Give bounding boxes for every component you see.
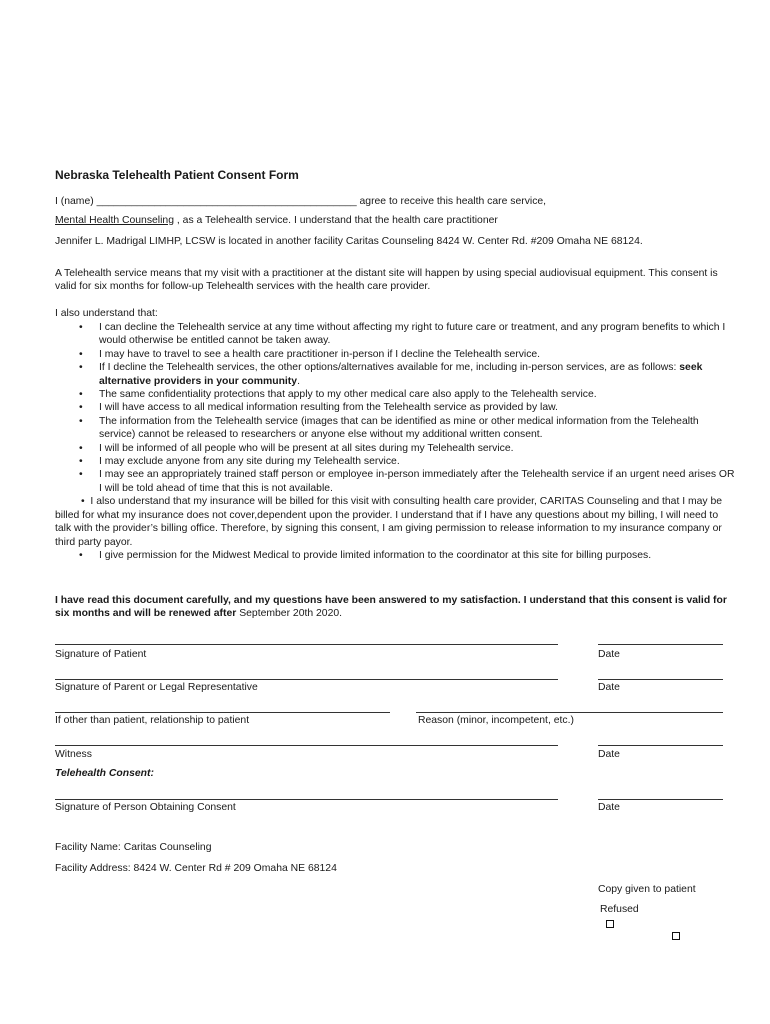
witness-line[interactable] <box>55 745 558 746</box>
date-label: Date <box>598 749 620 760</box>
reason-label: Reason (minor, incompetent, etc.) <box>418 715 574 726</box>
list-item <box>55 321 735 348</box>
list-item-text: I give permission for the Midwest Medical to provide limited information to the coordinator at this site for billing purposes. <box>99 549 652 561</box>
bullet-dot: • <box>81 496 85 508</box>
agree-text: agree to receive this health care service, <box>359 196 547 207</box>
alternatives-text: seek alternative providers in your community <box>99 362 703 387</box>
parent-date-line[interactable] <box>598 679 723 680</box>
list-item-text: The same confidentiality protections that apply to my other medical care also apply to the Telehealth service. <box>99 389 597 401</box>
patient-signature-label: Signature of Patient <box>55 649 147 660</box>
bullet-dot: • <box>79 549 83 561</box>
list-item-text: I also understand that my insurance will be billed for this visit with consulting health care provider, CARITAS Counseling and that I may be billed for what my insurance does not cover,dependent upon the provider. I understand that if I have any questions about my billing, I will need to talk with the provider’s billing office. Therefore, by signing this consent, I am giving permission to release information to my insurance company or third party payor. <box>55 496 723 548</box>
practitioner-line: Jennifer L. Madrigal LIMHP, LCSW is located in another facility Caritas Counseling 8424 W. Center Rd. #209 Omaha NE 68124. <box>55 236 643 247</box>
list-item <box>55 442 735 455</box>
facility-name: Facility Name: Caritas Counseling <box>55 842 212 853</box>
date-label: Date <box>598 802 620 813</box>
parent-signature-line[interactable] <box>55 679 558 680</box>
list-item <box>55 495 735 549</box>
bullet-dot: • <box>79 456 83 468</box>
list-item-text: I may see an appropriately trained staff person or employee in-person immediately after the Telehealth service if an urgent need arises OR I will be told ahead of time that this is not available. <box>99 469 735 494</box>
bullet-dot: • <box>79 469 83 481</box>
list-item <box>55 348 735 361</box>
patient-signature-line[interactable] <box>55 644 558 645</box>
list-item-text: The information from the Telehealth service (images that can be identified as mine or other medical information from the Telehealth service) cannot be released to researchers or anyone else without my additional written consent. <box>99 415 699 441</box>
witness-label: Witness <box>55 749 92 760</box>
copy-given-checkbox[interactable] <box>606 920 614 928</box>
list-item-text: I can decline the Telehealth service at any time without affecting my right to future care or treatment, and any program benefits to which I would otherwise be entitled cannot be taken away. <box>99 322 726 347</box>
refused-label: Refused <box>600 904 639 915</box>
bullet-dot: • <box>79 415 83 427</box>
renewal-date: September 20th 2020. <box>239 608 343 619</box>
name-blank[interactable]: _____________________________________________ <box>96 196 357 207</box>
copy-given-label: Copy given to patient <box>598 884 696 895</box>
list-item <box>55 468 735 495</box>
date-label: Date <box>598 682 620 693</box>
statement-text: I have read this document carefully, and my questions have been answered to my satisfaction. I understand that this consent is valid for six months and will be renewed after <box>55 595 727 619</box>
bullet-dot: • <box>79 322 83 333</box>
list-item-text: If I decline the Telehealth services, the other options/alternatives available for me, including in-person services, are as follows: <box>99 362 680 374</box>
list-item <box>55 388 735 401</box>
list-item-text: I will be informed of all people who will be present at all sites during my Telehealth service. <box>99 442 514 454</box>
service-line <box>55 215 498 228</box>
relationship-line[interactable] <box>55 712 390 713</box>
list-item <box>55 415 735 442</box>
understand-list <box>55 321 735 562</box>
list-item <box>55 455 735 468</box>
name-label: I (name) <box>55 196 94 207</box>
consent-statement <box>55 594 735 620</box>
relationship-label: If other than patient, relationship to patient <box>55 715 250 726</box>
bullet-dot: • <box>79 348 83 360</box>
date-label: Date <box>598 649 620 660</box>
name-line <box>55 196 546 209</box>
witness-date-line[interactable] <box>598 745 723 746</box>
obtaining-signature-line[interactable] <box>55 799 558 800</box>
obtaining-date-line[interactable] <box>598 799 723 800</box>
list-item-text: I may exclude anyone from any site during my Telehealth service. <box>99 456 400 468</box>
bullet-dot: • <box>79 442 83 454</box>
refused-checkbox[interactable] <box>672 932 680 940</box>
bullet-dot: • <box>79 362 83 374</box>
parent-signature-label: Signature of Parent or Legal Representative <box>55 682 258 693</box>
list-item <box>55 361 735 388</box>
service-suffix: , as a Telehealth service. I understand that the health care practitioner <box>176 215 498 226</box>
obtaining-signature-label: Signature of Person Obtaining Consent <box>55 802 236 813</box>
understand-heading: I also understand that: <box>55 308 158 319</box>
list-item-text: . <box>297 375 300 387</box>
reason-line[interactable] <box>416 712 723 713</box>
patient-date-line[interactable] <box>598 644 723 645</box>
bullet-dot: • <box>79 389 83 401</box>
telehealth-consent-heading: Telehealth Consent: <box>55 768 154 779</box>
list-item-text: I will have access to all medical information resulting from the Telehealth service as provided by law. <box>99 402 558 414</box>
facility-address: Facility Address: 8424 W. Center Rd # 209 Omaha NE 68124 <box>55 863 337 874</box>
form-title: Nebraska Telehealth Patient Consent Form <box>55 168 299 182</box>
telehealth-definition: A Telehealth service means that my visit with a practitioner at the distant site will happen by using special audiovisual equipment. This consent is valid for six months for follow-up Telehealth services with the health care provider. <box>55 268 718 292</box>
list-item <box>55 549 735 562</box>
service-name: Mental Health Counseling <box>55 215 174 226</box>
list-item <box>55 401 735 414</box>
list-item-text: I may have to travel to see a health care practitioner in-person if I decline the Telehealth service. <box>99 348 541 360</box>
bullet-dot: • <box>79 402 83 414</box>
